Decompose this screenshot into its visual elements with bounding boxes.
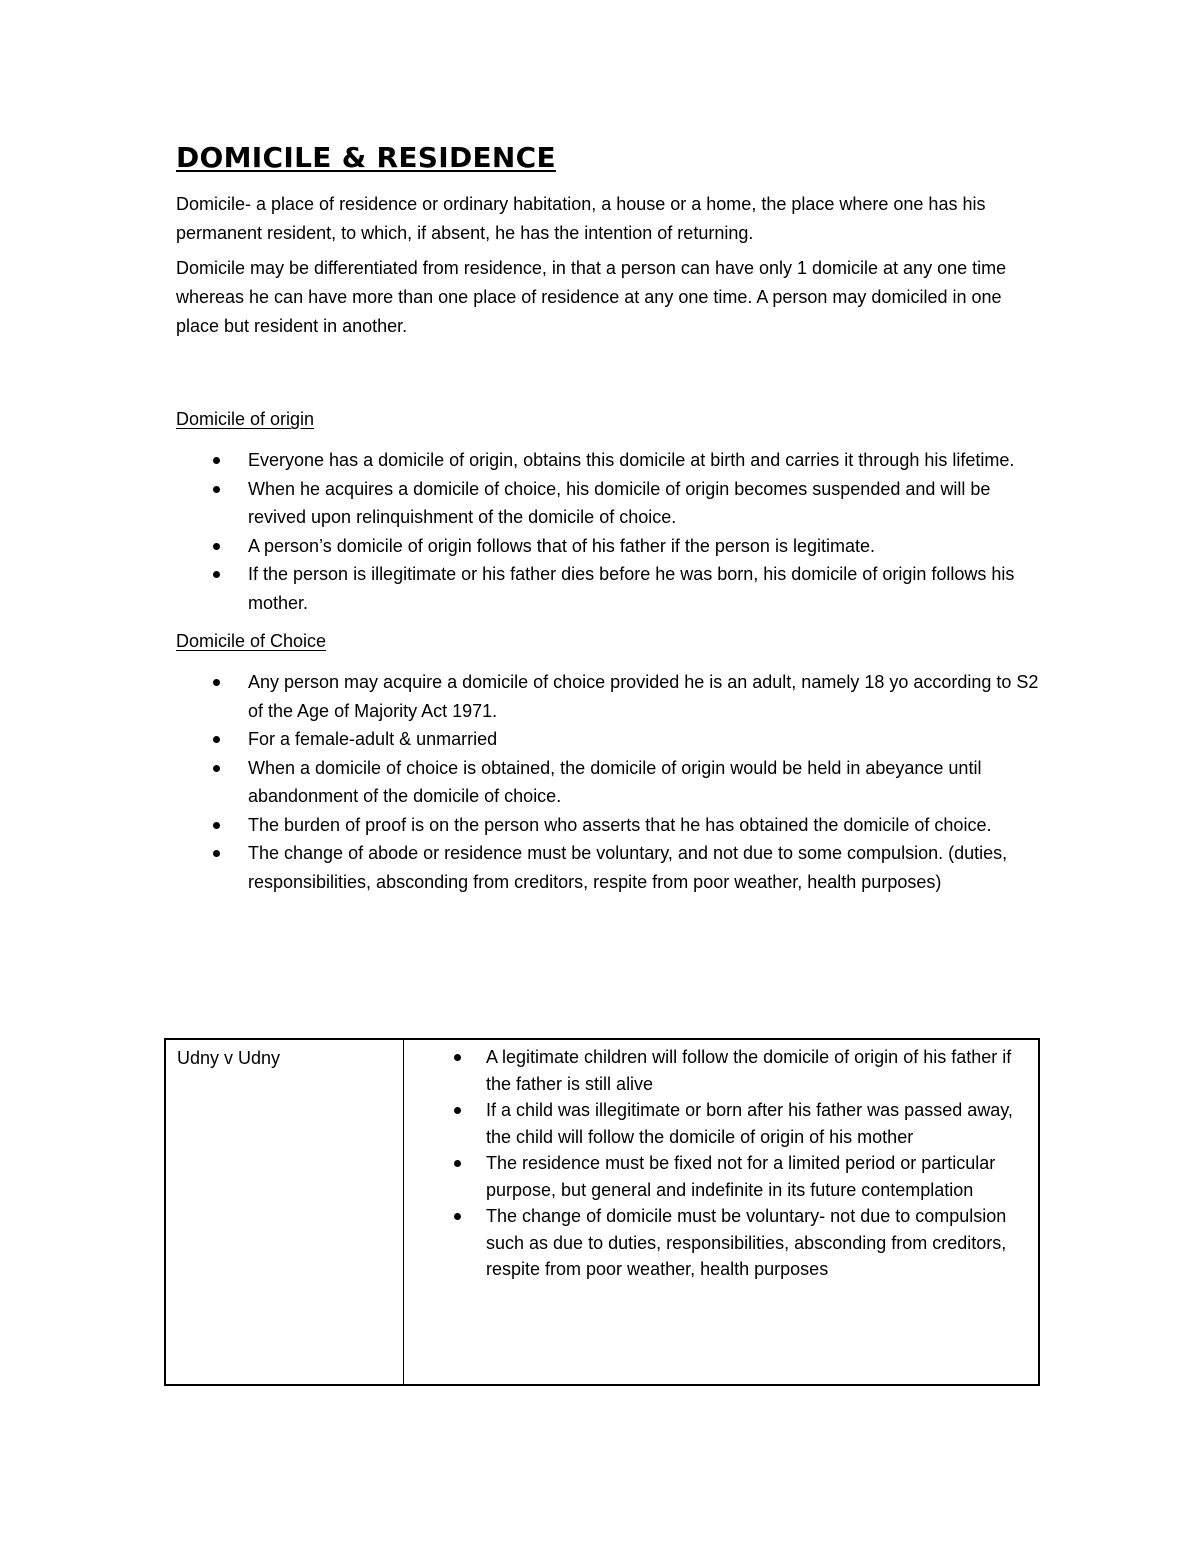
list-item-text: For a female-adult & unmarried <box>248 729 498 749</box>
list-item-text: The change of abode or residence must be voluntary, and not due to some compulsion. (duties, responsibilities, absconding from creditors, respite from poor weather, health purposes) <box>248 843 1008 892</box>
bullet-list-domicile-of-choice <box>176 668 1046 896</box>
bullet-list-domicile-of-origin <box>176 446 1046 617</box>
case-points-list <box>404 1044 1030 1283</box>
case-table <box>164 1038 1040 1386</box>
bullet-icon <box>454 1107 461 1114</box>
bullet-icon <box>213 679 220 686</box>
list-item-text: Everyone has a domicile of origin, obtains this domicile at birth and carries it through his lifetime. <box>248 450 1015 470</box>
bullet-icon <box>213 571 220 578</box>
list-item-text: If a child was illegitimate or born after his father was passed away, the child will follow the domicile of origin of his mother <box>486 1100 1013 1147</box>
list-item <box>176 725 1046 754</box>
list-item-text: When a domicile of choice is obtained, the domicile of origin would be held in abeyance until abandonment of the domicile of choice. <box>248 757 982 806</box>
document-page <box>176 140 1046 906</box>
list-item <box>176 560 1046 617</box>
list-item-text: A person’s domicile of origin follows that of his father if the person is legitimate. <box>248 535 875 556</box>
list-item <box>176 475 1046 532</box>
list-item <box>404 1203 1030 1283</box>
list-item-text: Any person may acquire a domicile of choice provided he is an adult, namely 18 yo according to S2 of the Age of Majority Act 1971. <box>248 672 1039 721</box>
document-title: DOMICILE & RESIDENCE <box>176 141 556 174</box>
list-item <box>176 811 1046 840</box>
intro-paragraph-domicile-vs-residence: Domicile may be differentiated from residence, in that a person can have only 1 domicile at any one time whereas he can have more than one place of residence at any one time. A person may domiciled in one place but resident in another. <box>176 258 1007 336</box>
list-item-text: When he acquires a domicile of choice, his domicile of origin becomes suspended and will be revived upon relinquishment of the domicile of choice. <box>248 478 991 527</box>
case-name-cell <box>166 1040 404 1384</box>
section-spacer <box>176 347 1046 405</box>
list-item <box>404 1044 1030 1097</box>
bullet-icon <box>454 1054 461 1061</box>
bullet-icon <box>213 736 220 743</box>
list-item <box>176 532 1046 561</box>
bullet-icon <box>213 765 220 772</box>
list-item-text: If the person is illegitimate or his father dies before he was born, his domicile of origin follows his mother. <box>248 564 1015 613</box>
list-item-text: The change of domicile must be voluntary- not due to compulsion such as due to duties, responsibilities, absconding from creditors, respite from poor weather, health purposes <box>486 1206 1007 1279</box>
bullet-icon <box>454 1160 461 1167</box>
list-item <box>404 1097 1030 1150</box>
list-item <box>176 839 1046 896</box>
list-item-text: The residence must be fixed not for a limited period or particular purpose, but general and indefinite in its future contemplation <box>486 1153 996 1200</box>
list-item <box>176 754 1046 811</box>
bullet-icon <box>454 1213 461 1220</box>
intro-paragraph-domicile-definition: Domicile- a place of residence or ordinary habitation, a house or a home, the place where one has his permanent resident, to which, if absent, he has the intention of returning. <box>176 194 986 243</box>
bullet-icon <box>213 457 220 464</box>
list-item <box>404 1150 1030 1203</box>
section-heading-domicile-of-origin: Domicile of origin <box>176 409 315 429</box>
bullet-icon <box>213 822 220 829</box>
case-name: Udny v Udny <box>177 1048 281 1068</box>
bullet-icon <box>213 543 220 550</box>
list-item-text: A legitimate children will follow the domicile of origin of his father if the father is still alive <box>486 1047 1012 1094</box>
bullet-icon <box>213 850 220 857</box>
case-points-cell <box>404 1040 1038 1384</box>
section-heading-domicile-of-choice: Domicile of Choice <box>176 631 327 651</box>
list-item-text: The burden of proof is on the person who asserts that he has obtained the domicile of choice. <box>248 814 992 835</box>
list-item <box>176 446 1046 475</box>
bullet-icon <box>213 486 220 493</box>
list-item <box>176 668 1046 725</box>
